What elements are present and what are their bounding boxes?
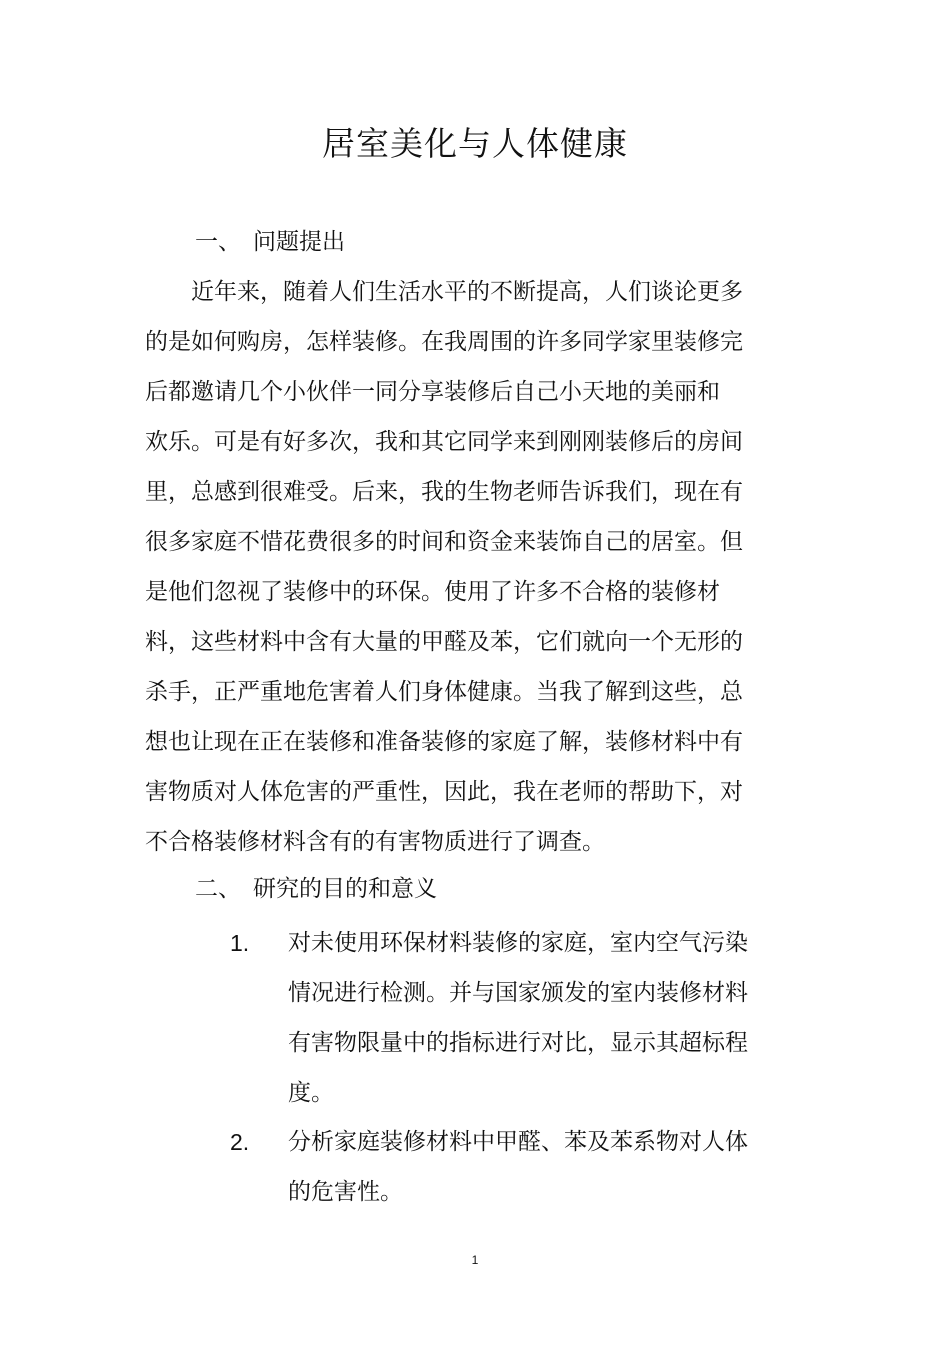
- list-item-line: 的危害性。: [288, 1179, 403, 1205]
- list-item-text: [288, 918, 748, 1118]
- section-paragraph: [145, 267, 745, 867]
- list-item-line: 度。: [288, 1080, 334, 1106]
- paragraph-line: 很多家庭不惜花费很多的时间和资金来装饰自己的居室。但: [145, 529, 743, 555]
- paragraph-line: 后都邀请几个小伙伴一同分享装修后自己小天地的美丽和: [145, 379, 720, 405]
- section-number: 一、: [195, 229, 241, 255]
- paragraph-line: 近年来，随着人们生活水平的不断提高，人们谈论更多: [145, 279, 743, 305]
- section-heading-2: [195, 873, 437, 905]
- list-item-text: [288, 1117, 748, 1217]
- list-item-line: 有害物限量中的指标进行对比，显示其超标程: [288, 1030, 748, 1056]
- paragraph-line: 里，总感到很难受。后来，我的生物老师告诉我们，现在有: [145, 479, 743, 505]
- paragraph-line: 害物质对人体危害的严重性，因此，我在老师的帮助下，对: [145, 779, 743, 805]
- section-title: 问题提出: [253, 229, 345, 255]
- document-title: 居室美化与人体健康: [322, 124, 628, 163]
- paragraph-line: 欢乐。可是有好多次，我和其它同学来到刚刚装修后的房间: [145, 429, 743, 455]
- paragraph-line: 不合格装修材料含有的有害物质进行了调查。: [145, 829, 605, 855]
- section-title: 研究的目的和意义: [253, 876, 437, 902]
- list-item-line: 对未使用环保材料装修的家庭，室内空气污染: [288, 930, 748, 956]
- section-number: 二、: [195, 876, 241, 902]
- page-number: 1: [471, 1253, 479, 1267]
- list-item-line: 情况进行检测。并与国家颁发的室内装修材料: [288, 980, 748, 1006]
- paragraph-line: 的是如何购房，怎样装修。在我周围的许多同学家里装修完: [145, 329, 743, 355]
- list-item-line: 分析家庭装修材料中甲醛、苯及苯系物对人体: [288, 1129, 748, 1155]
- paragraph-line: 是他们忽视了装修中的环保。使用了许多不合格的装修材: [145, 579, 720, 605]
- paragraph-line: 料，这些材料中含有大量的甲醛及苯，它们就向一个无形的: [145, 629, 743, 655]
- list-marker: 2.: [230, 1129, 250, 1155]
- paragraph-line: 想也让现在正在装修和准备装修的家庭了解，装修材料中有: [145, 729, 743, 755]
- section-heading-1: [195, 226, 345, 258]
- paragraph-line: 杀手，正严重地危害着人们身体健康。当我了解到这些，总: [145, 679, 743, 705]
- list-marker: 1.: [230, 930, 250, 956]
